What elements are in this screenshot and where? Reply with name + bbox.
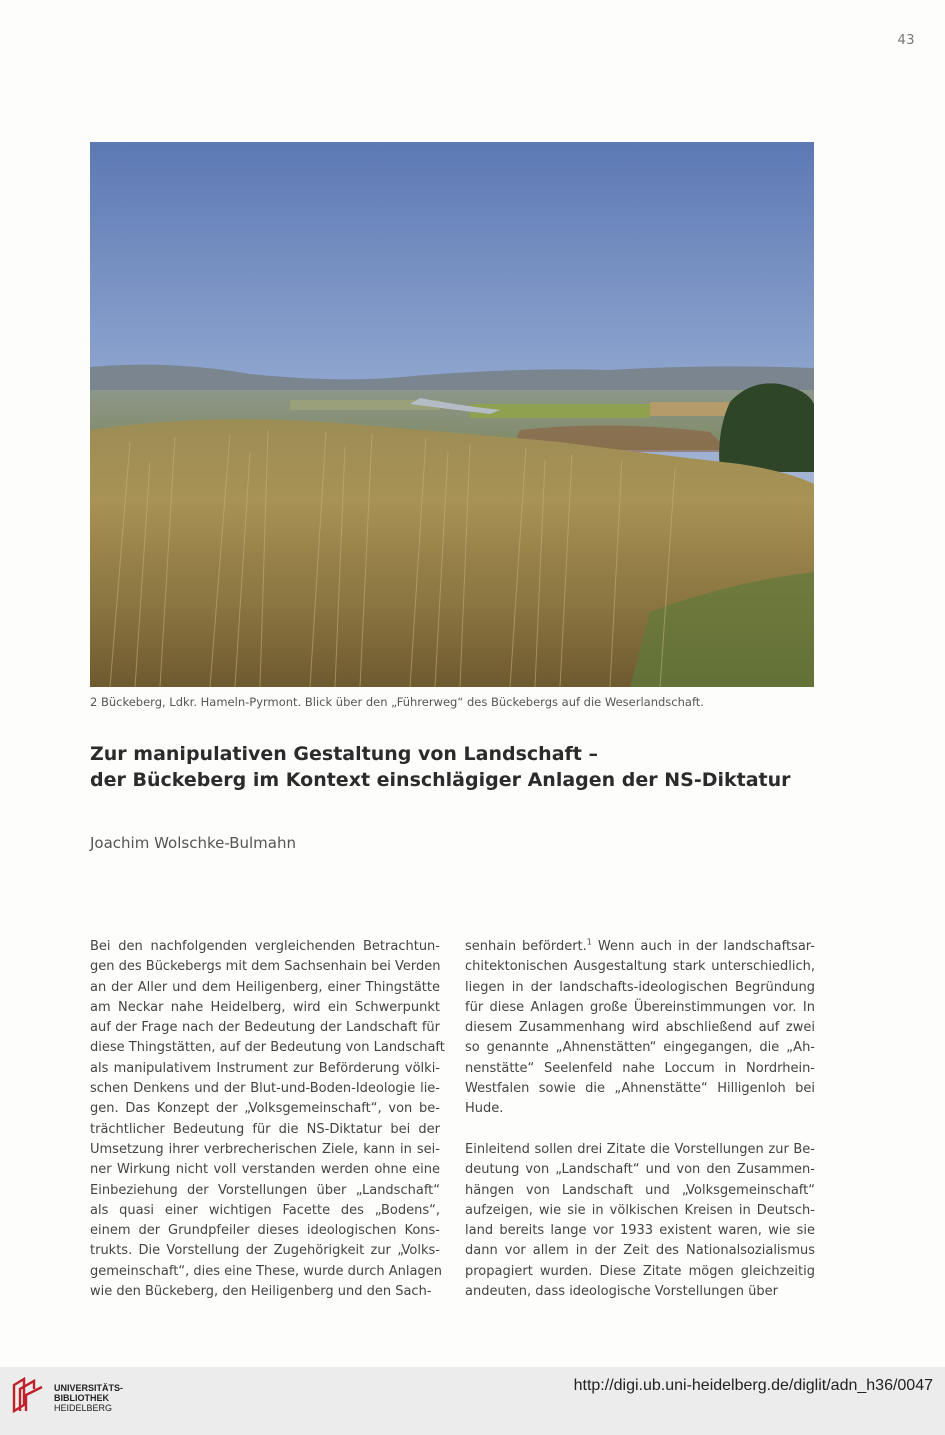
article-title-line-2: der Bückeberg im Kontext einschlägiger Anlagen der NS-Diktatur xyxy=(90,769,791,791)
footnote-ref[interactable]: 1 xyxy=(586,937,592,947)
text-line: chitektonischen Ausgestaltung stark unterschiedlich, xyxy=(465,959,815,975)
university-library-logo-icon[interactable] xyxy=(10,1375,50,1415)
text-line: einem der Grundpfeiler dieses ideologischen Kons- xyxy=(90,1223,440,1239)
text-line: deutung von „Landschaft“ und von den Zusammen- xyxy=(465,1162,815,1178)
logo-line-1: UNIVERSITÄTS- xyxy=(54,1383,124,1393)
text-line: an der Aller und dem Heiligenberg, einer Thingstätte xyxy=(90,979,440,995)
paragraph-1 xyxy=(465,957,815,1119)
text-line: trächtlicher Bedeutung für die NS-Diktatur bei der xyxy=(90,1121,440,1137)
text-line: propagiert wurden. Diese Zitate mögen gleichzeitig xyxy=(465,1263,815,1279)
landscape-photo-graphic xyxy=(90,142,814,687)
text-line: trukts. Die Vorstellung der Zugehörigkeit zur „Volks- xyxy=(90,1243,440,1259)
library-logo-text xyxy=(54,1383,123,1413)
article-title-line-1: Zur manipulativen Gestaltung von Landschaft – xyxy=(90,743,598,765)
text-line: für diese Anlagen große Übereinstimmungen vor. In xyxy=(465,999,815,1015)
text-line: so genannte „Ahnenstätten“ eingegangen, die „Ah- xyxy=(465,1040,815,1056)
source-url-link[interactable]: http://digi.ub.uni-heidelberg.de/diglit/adn_h36/0047 xyxy=(573,1377,933,1394)
text-line: Einleitend sollen drei Zitate die Vorstellungen zur Be- xyxy=(465,1141,815,1157)
logo-line-3: HEIDELBERG xyxy=(54,1403,113,1413)
text-line: gemeinschaft“, dies eine These, wurde durch Anlagen xyxy=(90,1263,442,1279)
logo-line-2: BIBLIOTHEK xyxy=(54,1393,109,1403)
text-line xyxy=(465,937,815,957)
text-line: land bereits lange vor 1933 existent waren, wie sie xyxy=(465,1223,815,1239)
text-line: dann vor allem in der Zeit des Nationalsozialismus xyxy=(465,1243,815,1259)
text-line: auf der Frage nach der Bedeutung der Landschaft für xyxy=(90,1020,440,1036)
text-line: aufzeigen, wie sie in völkischen Kreisen in Deutsch- xyxy=(465,1202,815,1218)
text-line: wie den Bückeberg, den Heiligenberg und den Sach- xyxy=(90,1284,432,1300)
author-name: Joachim Wolschke-Bulmahn xyxy=(90,834,297,852)
footer-bar xyxy=(0,1367,945,1435)
text-line: nenstätte“ Seelenfeld nahe Loccum in Nordrhein- xyxy=(465,1060,815,1076)
text-line: ner Wirkung nicht voll verstanden werden ohne eine xyxy=(90,1162,440,1178)
text-line: Hude. xyxy=(465,1101,504,1117)
text-line: als manipulativem Instrument zur Beförderung völki- xyxy=(90,1060,440,1076)
text-line: Bei den nachfolgenden vergleichenden Betrachtun- xyxy=(90,939,440,954)
text-line: diesem Zusammenhang wird abschließend auf zwei xyxy=(465,1020,815,1036)
body-column-right xyxy=(465,937,815,1302)
text-line: diese Thingstätten, auf der Bedeutung von Landschaft xyxy=(90,1040,445,1056)
text-line: am Neckar nahe Heidelberg, wird ein Schwerpunkt xyxy=(90,999,440,1015)
text-line: Einbeziehung der Vorstellungen über „Landschaft“ xyxy=(90,1182,440,1198)
text-line: liegen in der landschafts-ideologischen Begründung xyxy=(465,979,815,995)
text-line: gen. Das Konzept der „Volksgemeinschaft“, von be- xyxy=(90,1101,440,1117)
text-line: gen des Bückebergs mit dem Sachsenhain bei Verden xyxy=(90,959,441,975)
figure-caption: 2 Bückeberg, Ldkr. Hameln-Pyrmont. Blick über den „Führerweg“ des Bückebergs auf die Weserlandschaft. xyxy=(90,695,704,709)
text-line-rest: Wenn auch in der landschaftsar- xyxy=(591,939,815,954)
body-column-left xyxy=(90,937,445,1302)
text-line: schen Denkens und der Blut-und-Boden-Ideologie lie- xyxy=(90,1081,440,1097)
text-line: Umsetzung ihrer verbrecherischen Ziele, kann in sei- xyxy=(90,1141,440,1157)
text-line: andeuten, dass ideologische Vorstellungen über xyxy=(465,1284,778,1300)
article-title xyxy=(90,741,850,793)
text-line: als quasi einer wichtigen Facette des „Bodens“, xyxy=(90,1202,440,1218)
page-number: 43 xyxy=(897,33,915,48)
text-line: hängen von Landschaft und „Volksgemeinschaft“ xyxy=(465,1182,815,1198)
landscape-photo xyxy=(90,142,814,687)
paragraph-gap xyxy=(465,1120,815,1140)
paragraph-2 xyxy=(465,1140,815,1302)
text-line: Westfalen sowie die „Ahnenstätte“ Hilligenloh bei xyxy=(465,1081,815,1097)
text-line-start: senhain befördert. xyxy=(465,939,587,954)
